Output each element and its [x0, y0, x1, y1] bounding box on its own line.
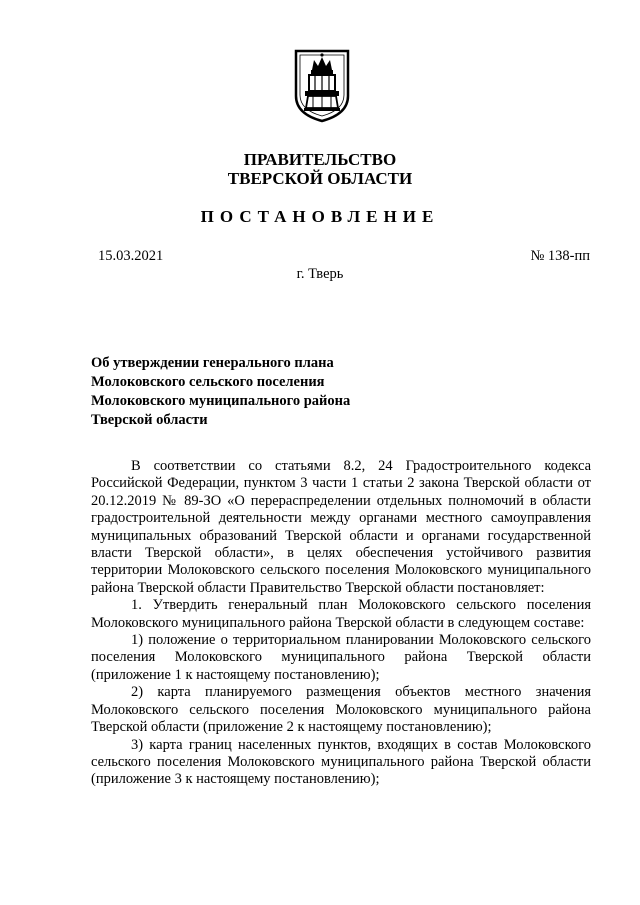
document-city: г. Тверь: [296, 266, 344, 282]
document-body: [91, 458, 591, 789]
preamble-paragraph: В соответствии со статьями 8.2, 24 Градостроительного кодекса Российской Федерации, пунктом 3 части 1 статьи 2 закона Тверской области от 20.12.2019 № 89-ЗО «О перераспределении отдельных полномочий в области градостроительной деятельности между органами местного самоуправления муниципальных образований Тверской области и органами государственной власти Тверской области», в целях обеспечения устойчивого развития территории Молоковского сельского поселения Молоковского муниципального района Тверской области Правительство Тверской области постановляет:: [91, 458, 591, 596]
coat-of-arms-icon: [293, 48, 351, 124]
title-line: Об утверждении генерального плана: [91, 355, 334, 371]
title-line: Молоковского муниципального района: [91, 393, 351, 409]
document-type: ПОСТАНОВЛЕНИЕ: [200, 207, 440, 226]
org-line-1: ПРАВИТЕЛЬСТВО: [243, 150, 397, 169]
document-number: № 138-пп: [530, 248, 590, 264]
list-item-2: 2) карта планируемого размещения объектов местного значения Молоковского сельского поселения Молоковского муниципального района Тверской области (приложение 2 к настоящему постановлению);: [91, 684, 591, 736]
document-date: 15.03.2021: [98, 248, 164, 264]
document-title: [91, 354, 431, 430]
title-line: Тверской области: [91, 412, 208, 428]
list-item-1: 1) положение о территориальном планировании Молоковского сельского поселения Молоковского муниципального района Тверской области (приложение 1 к настоящему постановлению);: [91, 632, 591, 683]
title-line: Молоковского сельского поселения: [91, 374, 325, 390]
clause-1-paragraph: 1. Утвердить генеральный план Молоковского сельского поселения Молоковского муниципального района Тверской области в следующем составе:: [91, 597, 591, 631]
government-name: [0, 150, 640, 188]
list-item-3: 3) карта границ населенных пунктов, входящих в состав Молоковского сельского поселения Молоковского муниципального района Тверской области (приложение 3 к настоящему постановлению);: [91, 736, 591, 788]
org-line-2: ТВЕРСКОЙ ОБЛАСТИ: [227, 169, 413, 188]
